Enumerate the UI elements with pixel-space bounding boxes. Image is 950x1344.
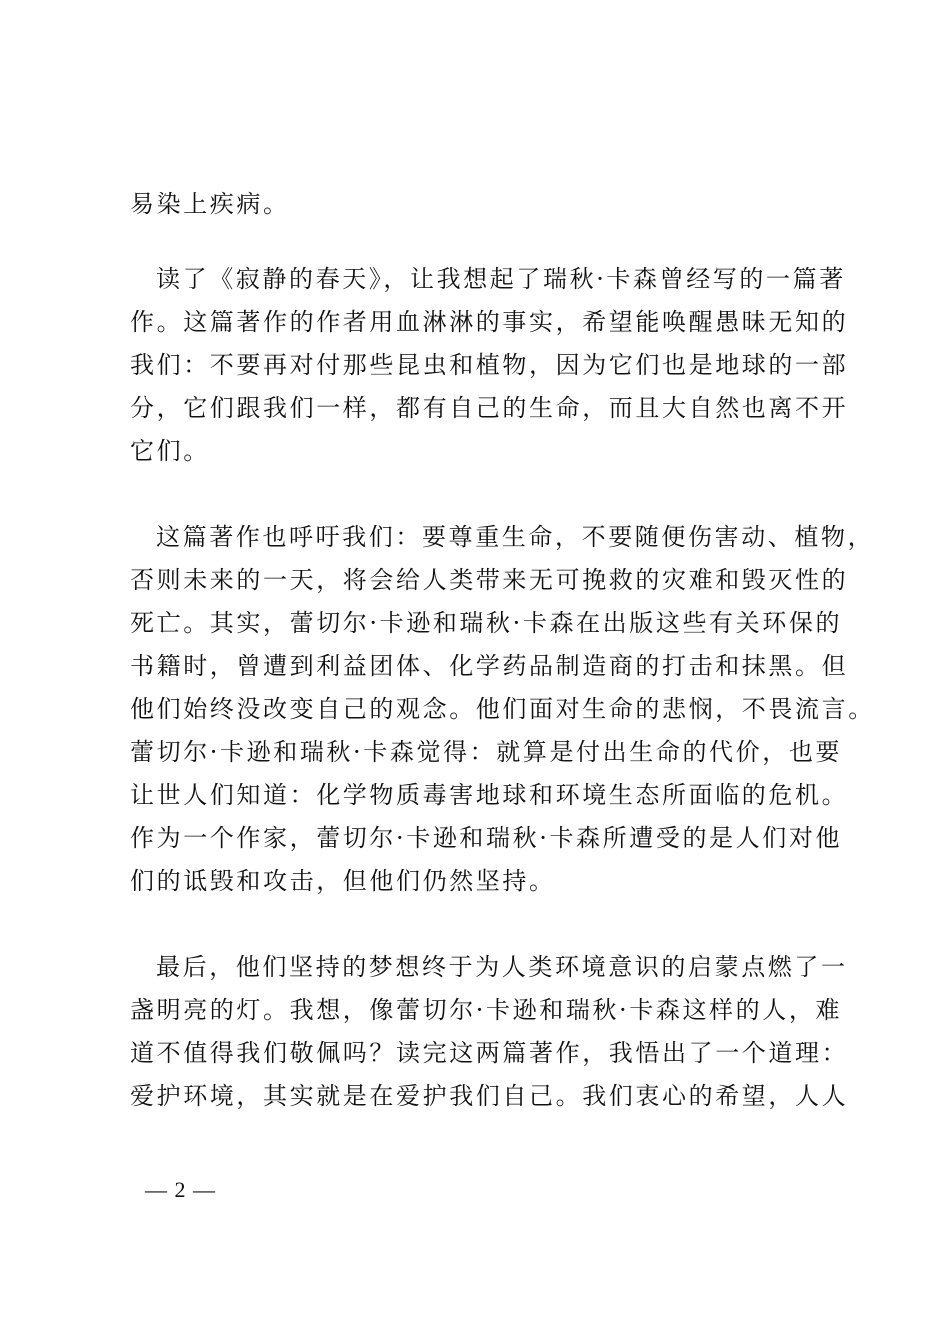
paragraph-line: 它们。 bbox=[130, 437, 210, 465]
paragraph-line: 蕾切尔·卡逊和瑞秋·卡森觉得：就算是付出生命的代价，也要 bbox=[130, 738, 843, 766]
paragraph-line: 爱护环境，其实就是在爱护我们自己。我们衷心的希望，人人 bbox=[130, 1082, 849, 1110]
paragraph-line: 否则未来的一天，将会给人类带来无可挽救的灾难和毁灭性的 bbox=[130, 566, 849, 594]
paragraph-line: 易染上疾病。 bbox=[130, 190, 290, 218]
paragraph-line: 道不值得我们敬佩吗？读完这两篇著作，我悟出了一个道理： bbox=[130, 1039, 849, 1067]
paragraph-line: 我们：不要再对付那些昆虫和植物，因为它们也是地球的一部 bbox=[130, 351, 849, 379]
paragraph-line: 这篇著作也呼吁我们：要尊重生命，不要随便伤害动、植物， bbox=[156, 523, 875, 551]
paragraph-line: 分，它们跟我们一样，都有自己的生命，而且大自然也离不开 bbox=[130, 394, 849, 422]
paragraph-line: 盏明亮的灯。我想，像蕾切尔·卡逊和瑞秋·卡森这样的人，难 bbox=[130, 996, 843, 1024]
paragraph-line: 作。这篇著作的作者用血淋淋的事实，希望能唤醒愚昧无知的 bbox=[130, 308, 849, 336]
paragraph-line: 们的诋毁和攻击，但他们仍然坚持。 bbox=[130, 867, 556, 895]
paragraph-line: 他们始终没改变自己的观念。他们面对生命的悲悯，不畏流言。 bbox=[130, 695, 875, 723]
paragraph-line: 读了《寂静的春天》，让我想起了瑞秋·卡森曾经写的一篇著 bbox=[156, 265, 846, 293]
paragraph-line: 让世人们知道：化学物质毒害地球和环境生态所面临的危机。 bbox=[130, 781, 849, 809]
paragraph-line: 作为一个作家，蕾切尔·卡逊和瑞秋·卡森所遭受的是人们对他 bbox=[130, 824, 843, 852]
paragraph-line: 书籍时，曾遭到利益团体、化学药品制造商的打击和抹黑。但 bbox=[130, 652, 849, 680]
page-number: — 2 — bbox=[145, 1177, 216, 1202]
paragraph-line: 死亡。其实，蕾切尔·卡逊和瑞秋·卡森在出版这些有关环保的 bbox=[130, 609, 843, 637]
paragraph-line: 最后，他们坚持的梦想终于为人类环境意识的启蒙点燃了一 bbox=[156, 953, 848, 981]
